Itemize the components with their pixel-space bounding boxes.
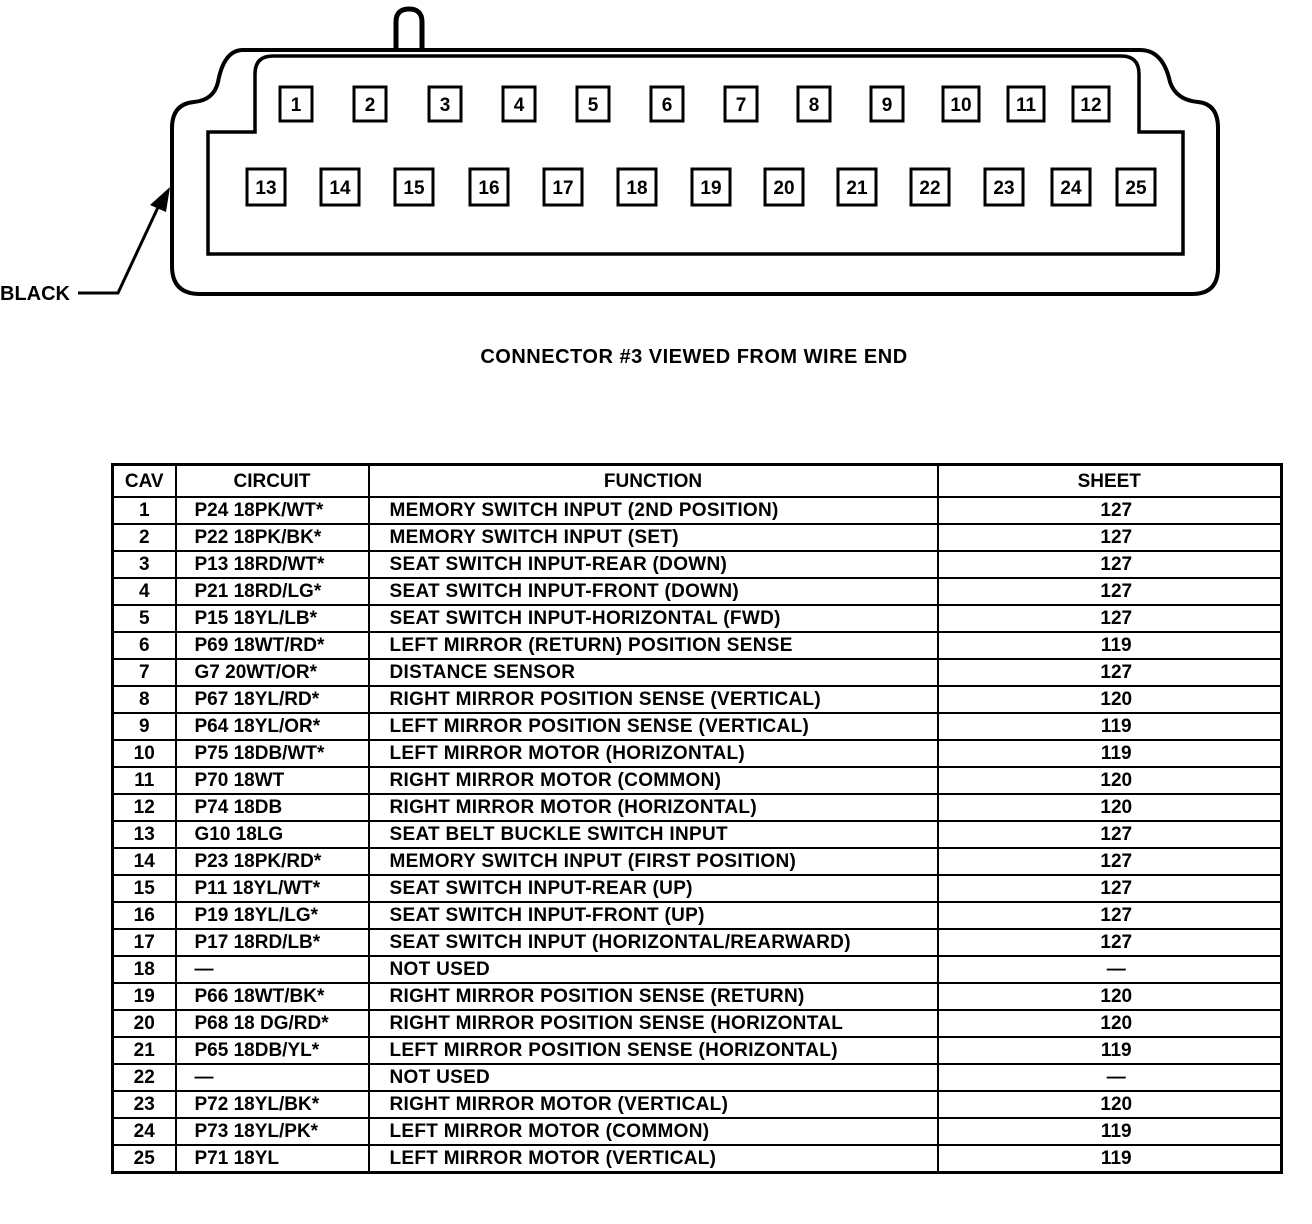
table-row [113, 983, 1282, 1010]
pin-number-label: 13 [255, 178, 277, 199]
table-row [113, 497, 1282, 524]
table-row [113, 1091, 1282, 1118]
cell-sheet: 119 [938, 632, 1282, 659]
table-row [113, 713, 1282, 740]
cell-cav: 25 [113, 1145, 176, 1173]
cell-sheet: 127 [938, 605, 1282, 632]
cell-circuit: P11 18YL/WT* [176, 875, 369, 902]
cell-sheet: 127 [938, 578, 1282, 605]
cell-cav: 4 [113, 578, 176, 605]
cell-function: MEMORY SWITCH INPUT (SET) [369, 524, 938, 551]
table-row [113, 686, 1282, 713]
cell-cav: 13 [113, 821, 176, 848]
cell-circuit: P70 18WT [176, 767, 369, 794]
pin-number-label: 11 [1015, 95, 1037, 116]
cell-function: RIGHT MIRROR POSITION SENSE (RETURN) [369, 983, 938, 1010]
cell-cav: 24 [113, 1118, 176, 1145]
cell-cav: 10 [113, 740, 176, 767]
cell-cav: 21 [113, 1037, 176, 1064]
pin-number-label: 2 [364, 95, 376, 116]
table-row [113, 902, 1282, 929]
cell-function: SEAT SWITCH INPUT-REAR (DOWN) [369, 551, 938, 578]
cell-circuit: P71 18YL [176, 1145, 369, 1173]
cell-sheet: 120 [938, 686, 1282, 713]
pin-number-label: 17 [552, 178, 574, 199]
cell-sheet: 119 [938, 740, 1282, 767]
cell-sheet: 127 [938, 551, 1282, 578]
cell-function: RIGHT MIRROR MOTOR (COMMON) [369, 767, 938, 794]
table-row [113, 794, 1282, 821]
pin-number-label: 23 [993, 178, 1015, 199]
header-sheet: SHEET [938, 465, 1282, 498]
cell-function: MEMORY SWITCH INPUT (FIRST POSITION) [369, 848, 938, 875]
cell-cav: 7 [113, 659, 176, 686]
cell-function: SEAT SWITCH INPUT (HORIZONTAL/REARWARD) [369, 929, 938, 956]
cell-sheet: 120 [938, 794, 1282, 821]
cell-sheet: — [938, 956, 1282, 983]
cell-cav: 15 [113, 875, 176, 902]
pin-number-label: 21 [846, 178, 868, 199]
table-row [113, 956, 1282, 983]
table-row [113, 875, 1282, 902]
color-leader-line [78, 203, 160, 293]
pin-number-label: 24 [1060, 178, 1082, 199]
cell-cav: 17 [113, 929, 176, 956]
connector-diagram [0, 0, 1312, 340]
cell-function: SEAT SWITCH INPUT-HORIZONTAL (FWD) [369, 605, 938, 632]
cell-circuit: P72 18YL/BK* [176, 1091, 369, 1118]
table-row [113, 1064, 1282, 1091]
pin-number-label: 25 [1125, 178, 1147, 199]
cell-sheet: 127 [938, 497, 1282, 524]
cell-cav: 6 [113, 632, 176, 659]
pin-number-label: 12 [1080, 95, 1102, 116]
cell-sheet: 119 [938, 1145, 1282, 1173]
table-row [113, 1037, 1282, 1064]
cell-circuit: P64 18YL/OR* [176, 713, 369, 740]
pin-number-label: 7 [735, 95, 747, 116]
table-row [113, 1118, 1282, 1145]
cell-sheet: 120 [938, 767, 1282, 794]
cell-function: SEAT SWITCH INPUT-FRONT (UP) [369, 902, 938, 929]
cell-circuit: P15 18YL/LB* [176, 605, 369, 632]
cell-cav: 20 [113, 1010, 176, 1037]
cell-cav: 5 [113, 605, 176, 632]
table-row [113, 659, 1282, 686]
cell-cav: 11 [113, 767, 176, 794]
cell-function: LEFT MIRROR MOTOR (VERTICAL) [369, 1145, 938, 1173]
cell-circuit: — [176, 1064, 369, 1091]
cell-sheet: 127 [938, 902, 1282, 929]
cell-circuit: P75 18DB/WT* [176, 740, 369, 767]
cell-function: LEFT MIRROR (RETURN) POSITION SENSE [369, 632, 938, 659]
cell-function: NOT USED [369, 1064, 938, 1091]
cell-function: SEAT BELT BUCKLE SWITCH INPUT [369, 821, 938, 848]
cell-sheet: 127 [938, 821, 1282, 848]
cell-circuit: — [176, 956, 369, 983]
cell-cav: 14 [113, 848, 176, 875]
cell-circuit: P21 18RD/LG* [176, 578, 369, 605]
cell-function: SEAT SWITCH INPUT-REAR (UP) [369, 875, 938, 902]
pin-number-label: 16 [478, 178, 500, 199]
cell-function: RIGHT MIRROR POSITION SENSE (VERTICAL) [369, 686, 938, 713]
cell-circuit: P17 18RD/LB* [176, 929, 369, 956]
cell-cav: 2 [113, 524, 176, 551]
cell-function: DISTANCE SENSOR [369, 659, 938, 686]
cell-circuit: P13 18RD/WT* [176, 551, 369, 578]
pin-number-label: 14 [329, 178, 351, 199]
connector-caption: CONNECTOR #3 VIEWED FROM WIRE END [480, 346, 908, 368]
cell-function: LEFT MIRROR POSITION SENSE (VERTICAL) [369, 713, 938, 740]
table-row [113, 578, 1282, 605]
pin-number-label: 20 [773, 178, 795, 199]
cell-sheet: 120 [938, 1091, 1282, 1118]
header-cav: CAV [113, 465, 176, 498]
header-function: FUNCTION [369, 465, 938, 498]
cell-sheet: 119 [938, 1037, 1282, 1064]
pin-number-label: 22 [919, 178, 941, 199]
table-row [113, 767, 1282, 794]
cell-sheet: 127 [938, 875, 1282, 902]
pin-number-label: 6 [661, 95, 673, 116]
cell-function: LEFT MIRROR MOTOR (HORIZONTAL) [369, 740, 938, 767]
pin-number-label: 18 [626, 178, 648, 199]
cell-cav: 12 [113, 794, 176, 821]
cell-cav: 3 [113, 551, 176, 578]
pin-number-label: 15 [403, 178, 425, 199]
cell-function: RIGHT MIRROR POSITION SENSE (HORIZONTAL [369, 1010, 938, 1037]
cell-circuit: G7 20WT/OR* [176, 659, 369, 686]
cell-sheet: 127 [938, 659, 1282, 686]
pin-number-label: 5 [587, 95, 599, 116]
pinout-table [111, 463, 1283, 1174]
cell-circuit: P23 18PK/RD* [176, 848, 369, 875]
connector-lock-tab [396, 9, 422, 52]
pin-number-label: 19 [700, 178, 722, 199]
table-row [113, 821, 1282, 848]
cell-function: LEFT MIRROR POSITION SENSE (HORIZONTAL) [369, 1037, 938, 1064]
cell-cav: 1 [113, 497, 176, 524]
cell-circuit: P73 18YL/PK* [176, 1118, 369, 1145]
connector-color-label: BLACK [0, 283, 70, 305]
table-row [113, 1145, 1282, 1173]
cell-function: NOT USED [369, 956, 938, 983]
cell-sheet: — [938, 1064, 1282, 1091]
cell-circuit: P74 18DB [176, 794, 369, 821]
table-row [113, 740, 1282, 767]
cell-circuit: P22 18PK/BK* [176, 524, 369, 551]
pin-number-label: 1 [290, 95, 302, 116]
cell-circuit: P24 18PK/WT* [176, 497, 369, 524]
cell-circuit: P66 18WT/BK* [176, 983, 369, 1010]
cell-sheet: 119 [938, 1118, 1282, 1145]
table-row [113, 929, 1282, 956]
cell-cav: 9 [113, 713, 176, 740]
color-leader-arrowhead [150, 187, 170, 212]
cell-sheet: 120 [938, 1010, 1282, 1037]
cell-circuit: G10 18LG [176, 821, 369, 848]
cell-cav: 23 [113, 1091, 176, 1118]
pin-number-label: 9 [881, 95, 893, 116]
cell-cav: 22 [113, 1064, 176, 1091]
cell-circuit: P19 18YL/LG* [176, 902, 369, 929]
pin-number-label: 10 [950, 95, 972, 116]
table-header-row [113, 465, 1282, 498]
cell-cav: 16 [113, 902, 176, 929]
pin-number-label: 3 [439, 95, 451, 116]
cell-function: RIGHT MIRROR MOTOR (VERTICAL) [369, 1091, 938, 1118]
cell-cav: 19 [113, 983, 176, 1010]
cell-sheet: 119 [938, 713, 1282, 740]
cell-circuit: P69 18WT/RD* [176, 632, 369, 659]
table-row [113, 1010, 1282, 1037]
table-row [113, 524, 1282, 551]
pin-number-label: 8 [808, 95, 820, 116]
cell-sheet: 127 [938, 848, 1282, 875]
cell-circuit: P67 18YL/RD* [176, 686, 369, 713]
header-circuit: CIRCUIT [176, 465, 369, 498]
cell-circuit: P68 18 DG/RD* [176, 1010, 369, 1037]
table-row [113, 551, 1282, 578]
cell-function: MEMORY SWITCH INPUT (2ND POSITION) [369, 497, 938, 524]
cell-sheet: 127 [938, 524, 1282, 551]
cell-circuit: P65 18DB/YL* [176, 1037, 369, 1064]
table-row [113, 605, 1282, 632]
table-row [113, 848, 1282, 875]
cell-cav: 18 [113, 956, 176, 983]
cell-cav: 8 [113, 686, 176, 713]
cell-function: RIGHT MIRROR MOTOR (HORIZONTAL) [369, 794, 938, 821]
cell-function: SEAT SWITCH INPUT-FRONT (DOWN) [369, 578, 938, 605]
cell-function: LEFT MIRROR MOTOR (COMMON) [369, 1118, 938, 1145]
cell-sheet: 127 [938, 929, 1282, 956]
cell-sheet: 120 [938, 983, 1282, 1010]
pin-number-label: 4 [513, 95, 525, 116]
table-row [113, 632, 1282, 659]
